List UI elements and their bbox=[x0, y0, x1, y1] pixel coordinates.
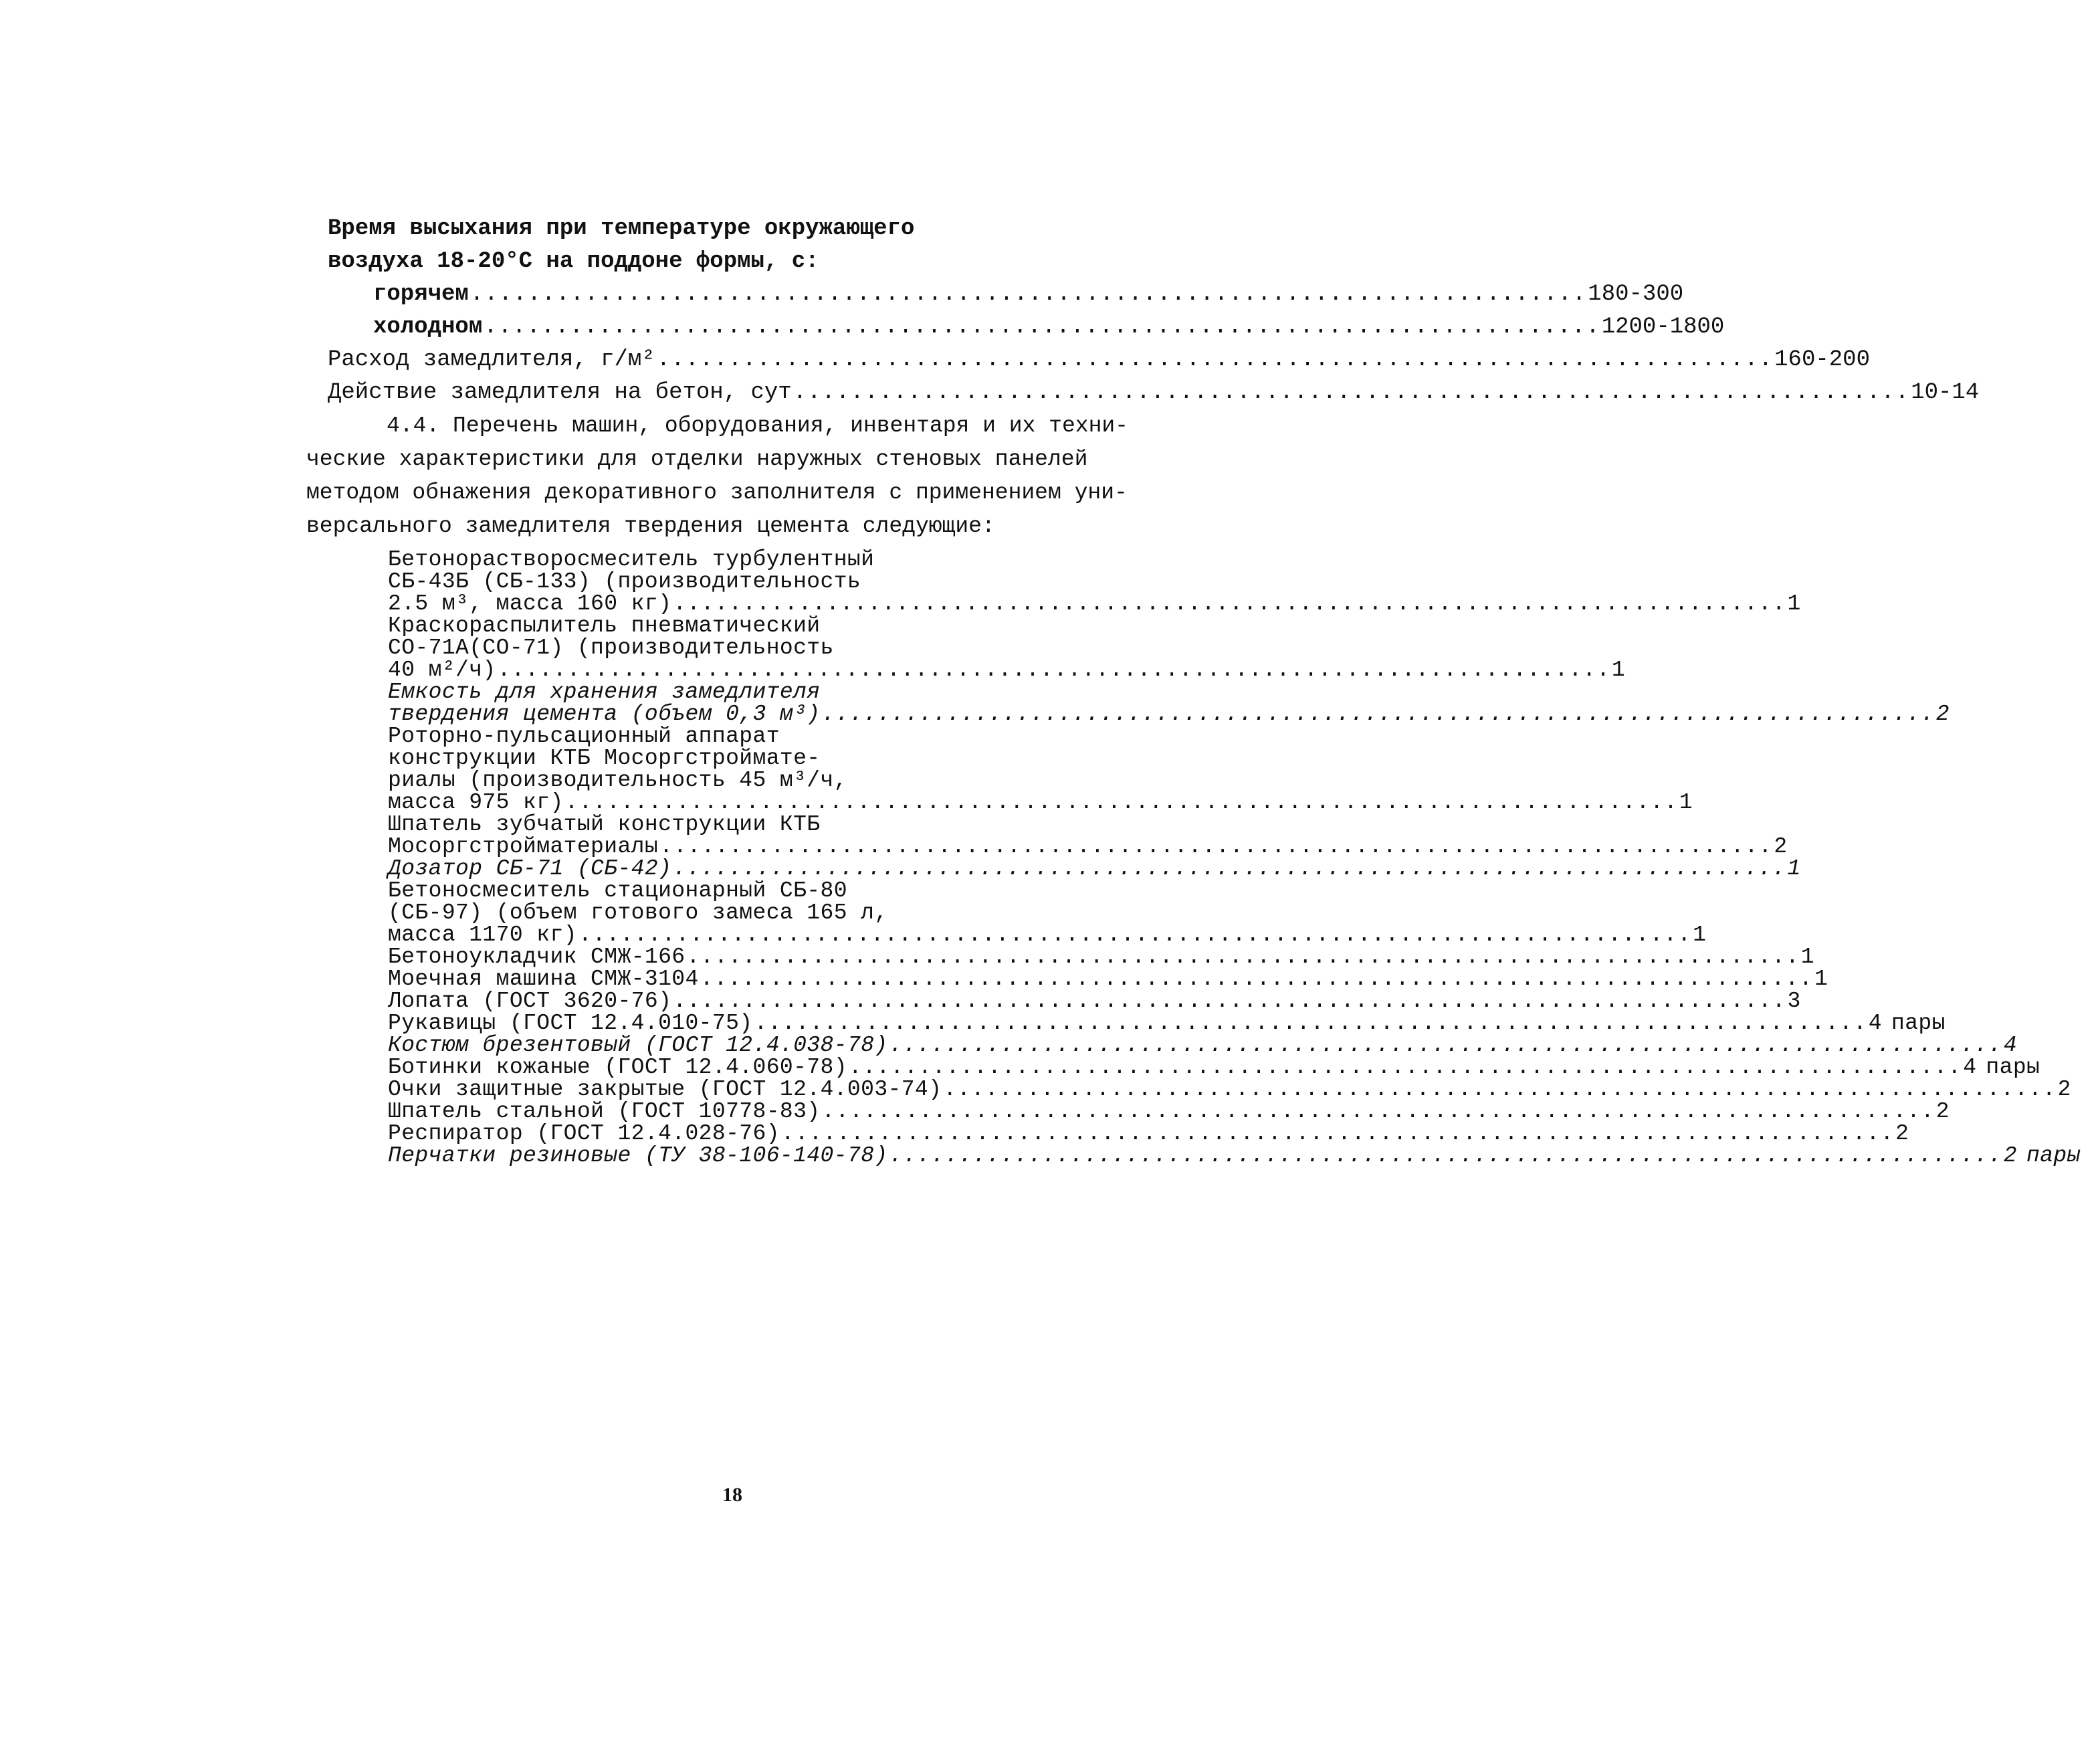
leader-dots: .............................................................................. bbox=[656, 347, 1774, 373]
equipment-item-name: 2.5 м³, масса 160 кг) bbox=[388, 591, 672, 616]
equipment-item-row bbox=[388, 1121, 1909, 1146]
drying-row-value: 180-300 bbox=[1588, 282, 1684, 307]
equipment-item-name: 40 м²/ч) bbox=[388, 658, 496, 682]
consumption-row bbox=[328, 344, 1870, 377]
equipment-item-unit: пары bbox=[1891, 1011, 1946, 1036]
equipment-item-row bbox=[388, 967, 1828, 991]
equipment-item-name: Рукавицы (ГОСТ 12.4.010-75) bbox=[388, 1011, 753, 1036]
equipment-item-name: Моечная машина СМЖ-3104 bbox=[388, 967, 699, 991]
leader-dots: ................................................................................ bbox=[754, 1011, 1867, 1036]
equipment-item-row bbox=[388, 922, 1707, 947]
equipment-item bbox=[388, 1077, 2071, 1102]
leader-dots: ................................................................................ bbox=[497, 658, 1610, 682]
leader-dots: ................................................................................ bbox=[848, 1055, 1962, 1080]
equipment-item bbox=[388, 878, 1707, 947]
equipment-item bbox=[388, 1121, 1909, 1146]
leader-dots: ................................................................................ bbox=[700, 967, 1813, 991]
equipment-item-name: Ботинки кожаные (ГОСТ 12.4.060-78) bbox=[388, 1055, 847, 1080]
paragraph-line: ческие характеристики для отделки наружных стеновых панелей bbox=[306, 447, 1088, 472]
equipment-item bbox=[388, 812, 1788, 859]
equipment-item-line: Бетоносмеситель стационарный СБ-80 bbox=[388, 878, 847, 903]
equipment-item-qty: 1 bbox=[1787, 856, 1801, 881]
equipment-item-row bbox=[388, 856, 1801, 881]
equipment-item-row bbox=[388, 658, 1626, 682]
drying-row-value: 1200-1800 bbox=[1601, 314, 1725, 340]
equipment-item-line: Шпатель зубчатый конструкции КТБ bbox=[388, 812, 821, 837]
consumption-value: 160-200 bbox=[1774, 347, 1870, 373]
leader-dots: .............................................................................. bbox=[469, 282, 1587, 307]
equipment-item-qty: 2 bbox=[2003, 1143, 2018, 1168]
leader-dots: ................................................................................ bbox=[564, 790, 1678, 815]
equipment-item-row bbox=[388, 834, 1788, 859]
equipment-item-line: Роторно-пульсационный аппарат bbox=[388, 724, 780, 749]
paragraph-line: версального замедлителя твердения цемента следующие: bbox=[306, 514, 995, 539]
equipment-item-line: риалы (производительность 45 м³/ч, bbox=[388, 768, 847, 793]
leader-dots: ................................................................................ bbox=[659, 834, 1773, 859]
drying-row-hot bbox=[328, 278, 1684, 311]
equipment-item bbox=[388, 724, 1693, 815]
leader-dots: .............................................................................. bbox=[793, 380, 1910, 405]
equipment-item-qty: 2 bbox=[1935, 1099, 1950, 1124]
equipment-item-qty: 2 bbox=[1935, 702, 1950, 726]
leader-dots: ................................................................................ bbox=[673, 856, 1786, 881]
equipment-item-name: твердения цемента (объем 0,3 м³) bbox=[388, 702, 821, 726]
leader-dots: ................................................................................ bbox=[821, 702, 1935, 726]
action-value: 10-14 bbox=[1911, 380, 1980, 405]
equipment-item-name: Очки защитные закрытые (ГОСТ 12.4.003-74) bbox=[388, 1077, 942, 1102]
equipment-item bbox=[388, 856, 1801, 881]
equipment-item bbox=[388, 1143, 2081, 1168]
leader-dots: ................................................................................ bbox=[889, 1033, 2002, 1058]
equipment-item bbox=[388, 1011, 1946, 1036]
equipment-item-row bbox=[388, 1077, 2071, 1102]
equipment-item-qty: 4 bbox=[1868, 1011, 1882, 1036]
equipment-item bbox=[388, 680, 1950, 726]
equipment-item-name: Костюм брезентовый (ГОСТ 12.4.038-78) bbox=[388, 1033, 888, 1058]
equipment-item-row bbox=[388, 1033, 2018, 1058]
equipment-item-qty: 1 bbox=[1800, 945, 1814, 969]
equipment-item bbox=[388, 613, 1626, 682]
equipment-item-qty: 3 bbox=[1787, 989, 1801, 1013]
action-label: Действие замедлителя на бетон, сут bbox=[328, 380, 792, 405]
leader-dots: ................................................................................ bbox=[686, 945, 1800, 969]
equipment-item-row bbox=[388, 790, 1693, 815]
action-row bbox=[328, 377, 1980, 409]
paragraph-line: 4.4. Перечень машин, оборудования, инвентаря и их техни- bbox=[387, 413, 1128, 438]
equipment-item-name: Дозатор СБ-71 (СБ-42) bbox=[388, 856, 672, 881]
equipment-item-line: СО-71А(СО-71) (производительность bbox=[388, 636, 834, 660]
equipment-item-row bbox=[388, 989, 1801, 1013]
drying-title-line-1: Время высыхания при температуре окружающего bbox=[328, 216, 915, 241]
leader-dots: ................................................................................ bbox=[943, 1077, 2057, 1102]
equipment-item-line: (СБ-97) (объем готового замеса 165 л, bbox=[388, 900, 888, 925]
equipment-item-name: Мосоргстройматериалы bbox=[388, 834, 659, 859]
drying-row-label: горячем bbox=[373, 282, 469, 307]
leader-dots: ................................................................................ bbox=[889, 1143, 2002, 1168]
equipment-item-name: масса 1170 кг) bbox=[388, 922, 577, 947]
drying-row-cold bbox=[328, 311, 1725, 344]
equipment-item-name: масса 975 кг) bbox=[388, 790, 564, 815]
leader-dots: ................................................................................ bbox=[780, 1121, 1895, 1146]
leader-dots: ................................................................................ bbox=[578, 922, 1692, 947]
equipment-item-qty: 2 bbox=[2057, 1077, 2071, 1102]
leader-dots: ................................................................................ bbox=[673, 591, 1786, 616]
equipment-item-qty: 1 bbox=[1814, 967, 1828, 991]
equipment-item-row bbox=[388, 591, 1801, 616]
equipment-item-qty: 1 bbox=[1611, 658, 1626, 682]
leader-dots: ................................................................................ bbox=[673, 989, 1786, 1013]
equipment-item-name: Бетоноукладчик СМЖ-166 bbox=[388, 945, 686, 969]
equipment-item-row bbox=[388, 1099, 1950, 1124]
equipment-item-row bbox=[388, 1011, 1946, 1036]
drying-row-label: холодном bbox=[373, 314, 483, 340]
equipment-item bbox=[388, 989, 1801, 1013]
equipment-item bbox=[388, 967, 1828, 991]
equipment-item-qty: 2 bbox=[1774, 834, 1788, 859]
paragraph-line: методом обнажения декоративного заполнителя с применением уни- bbox=[306, 480, 1128, 505]
equipment-item-name: Перчатки резиновые (ТУ 38-106-140-78) bbox=[388, 1143, 888, 1168]
equipment-item-qty: 4 bbox=[2003, 1033, 2018, 1058]
equipment-item-row bbox=[388, 1143, 2081, 1168]
equipment-item-row bbox=[388, 1055, 2040, 1080]
equipment-item-row bbox=[388, 945, 1814, 969]
equipment-item-name: Респиратор (ГОСТ 12.4.028-76) bbox=[388, 1121, 780, 1146]
section-paragraph bbox=[306, 409, 1156, 543]
consumption-label: Расход замедлителя, г/м² bbox=[328, 347, 655, 373]
drying-title-line-2: воздуха 18-20°C на поддоне формы, с: bbox=[328, 249, 819, 274]
equipment-item bbox=[388, 1099, 1950, 1124]
leader-dots: .............................................................................. bbox=[484, 314, 1600, 340]
equipment-item-line: Бетонорастворосмеситель турбулентный bbox=[388, 547, 875, 572]
equipment-list bbox=[388, 547, 2081, 1168]
page-number: 18 bbox=[722, 1484, 742, 1506]
equipment-item-line: Емкость для хранения замедлителя bbox=[388, 680, 821, 704]
equipment-item bbox=[388, 945, 1814, 969]
equipment-item-name: Лопата (ГОСТ 3620-76) bbox=[388, 989, 672, 1013]
equipment-item bbox=[388, 1033, 2018, 1058]
equipment-item bbox=[388, 547, 1801, 616]
equipment-item-qty: 2 bbox=[1895, 1121, 1909, 1146]
equipment-item-qty: 1 bbox=[1679, 790, 1693, 815]
equipment-item-line: конструкции КТБ Мосоргстроймате- bbox=[388, 746, 821, 771]
equipment-item-name: Шпатель стальной (ГОСТ 10778-83) bbox=[388, 1099, 821, 1124]
equipment-item-line: Краскораспылитель пневматический bbox=[388, 613, 821, 638]
equipment-item-unit: пары bbox=[1986, 1055, 2040, 1080]
equipment-item-qty: 4 bbox=[1963, 1055, 1977, 1080]
equipment-item-line: СБ-43Б (СБ-133) (производительность bbox=[388, 569, 861, 594]
equipment-item-qty: 1 bbox=[1693, 922, 1707, 947]
equipment-item-unit: пары bbox=[2026, 1143, 2081, 1168]
equipment-item-qty: 1 bbox=[1787, 591, 1801, 616]
drying-block bbox=[328, 213, 1980, 409]
equipment-item bbox=[388, 1055, 2040, 1080]
leader-dots: ................................................................................ bbox=[821, 1099, 1935, 1124]
equipment-item-row bbox=[388, 702, 1950, 726]
